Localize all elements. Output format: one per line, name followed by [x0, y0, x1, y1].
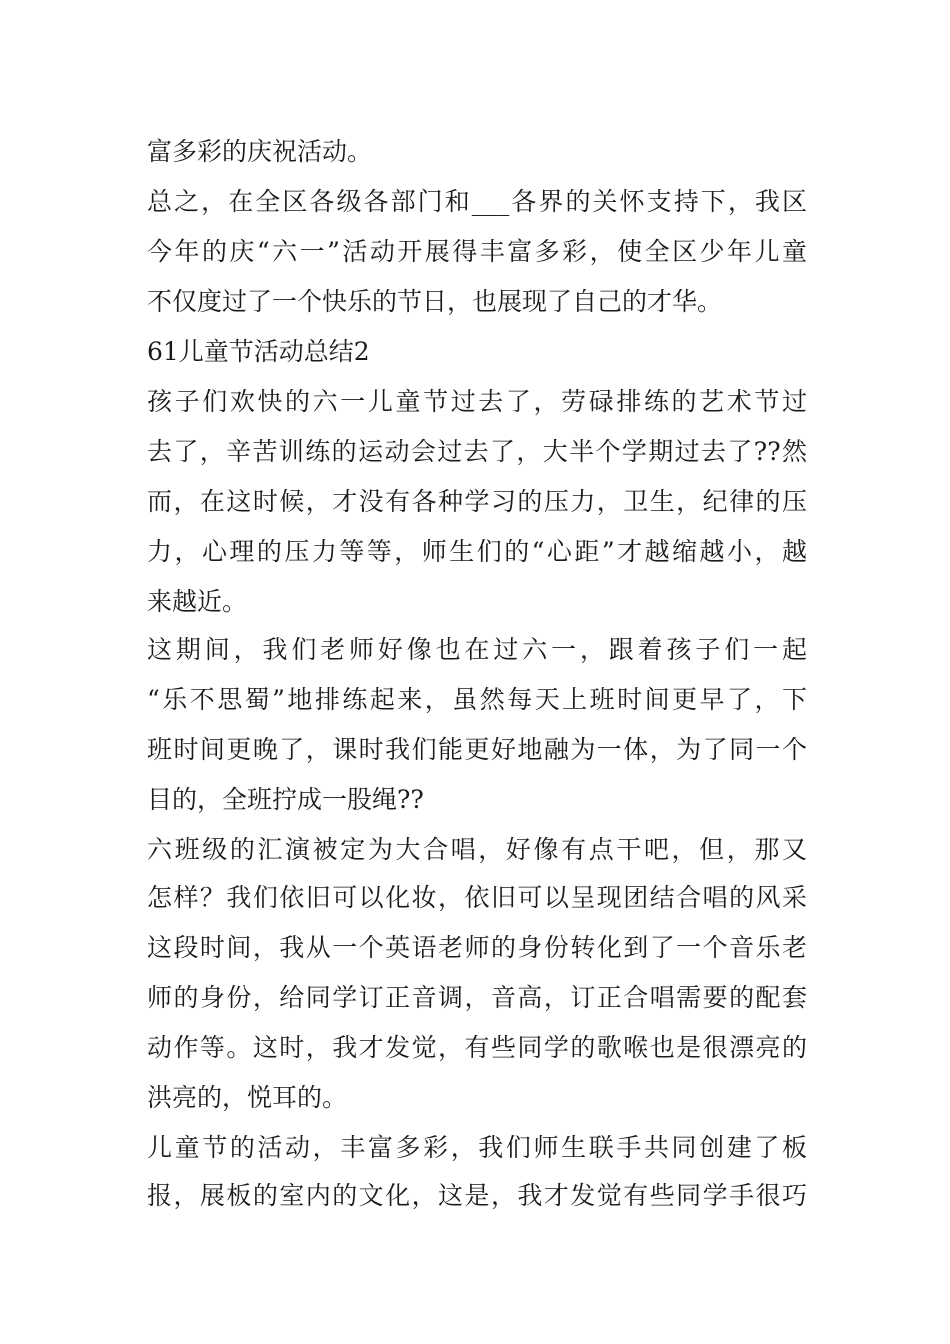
text-line: 去了，辛苦训练的运动会过去了，大半个学期过去了??然: [147, 437, 807, 466]
text-line: 动作等。这时，我才发觉，有些同学的歌喉也是很漂亮的: [147, 1033, 807, 1062]
section-heading: 61儿童节活动总结2: [147, 337, 370, 366]
text-line: 力，心理的压力等等，师生们的“心距”才越缩越小，越: [147, 537, 807, 566]
text-line: 儿童节的活动，丰富多彩，我们师生联手共同创建了板: [147, 1133, 807, 1162]
text-line: 而，在这时候，才没有各种学习的压力，卫生，纪律的压: [147, 487, 807, 516]
text-line: 孩子们欢快的六一儿童节过去了，劳碌排练的艺术节过: [147, 387, 807, 416]
text-line: 来越近。: [147, 587, 248, 616]
text-line: “乐不思蜀”地排练起来，虽然每天上班时间更早了，下: [147, 685, 807, 714]
text-line: 不仅度过了一个快乐的节日，也展现了自己的才华。: [147, 287, 723, 316]
text-line: 洪亮的，悦耳的。: [147, 1083, 348, 1112]
text-line: 这段时间，我从一个英语老师的身份转化到了一个音乐老: [147, 933, 807, 962]
text-line: 怎样？我们依旧可以化妆，依旧可以呈现团结合唱的风采: [147, 883, 807, 912]
text-line: 富多彩的庆祝活动。: [147, 137, 373, 166]
text-line: 师的身份，给同学订正音调，音高，订正合唱需要的配套: [147, 983, 807, 1012]
text-line: 六班级的汇演被定为大合唱，好像有点干吧，但，那又: [147, 835, 807, 864]
text-line: 总之，在全区各级各部门和___各界的关怀支持下，我区: [147, 187, 807, 216]
text-line: 今年的庆“六一”活动开展得丰富多彩，使全区少年儿童: [147, 237, 807, 266]
text-line: 这期间，我们老师好像也在过六一，跟着孩子们一起: [147, 635, 807, 664]
text-line: 班时间更晚了，课时我们能更好地融为一体，为了同一个: [147, 735, 807, 764]
text-line: 目的，全班拧成一股绳??: [147, 785, 424, 814]
text-line: 报，展板的室内的文化，这是，我才发觉有些同学手很巧: [147, 1181, 807, 1210]
